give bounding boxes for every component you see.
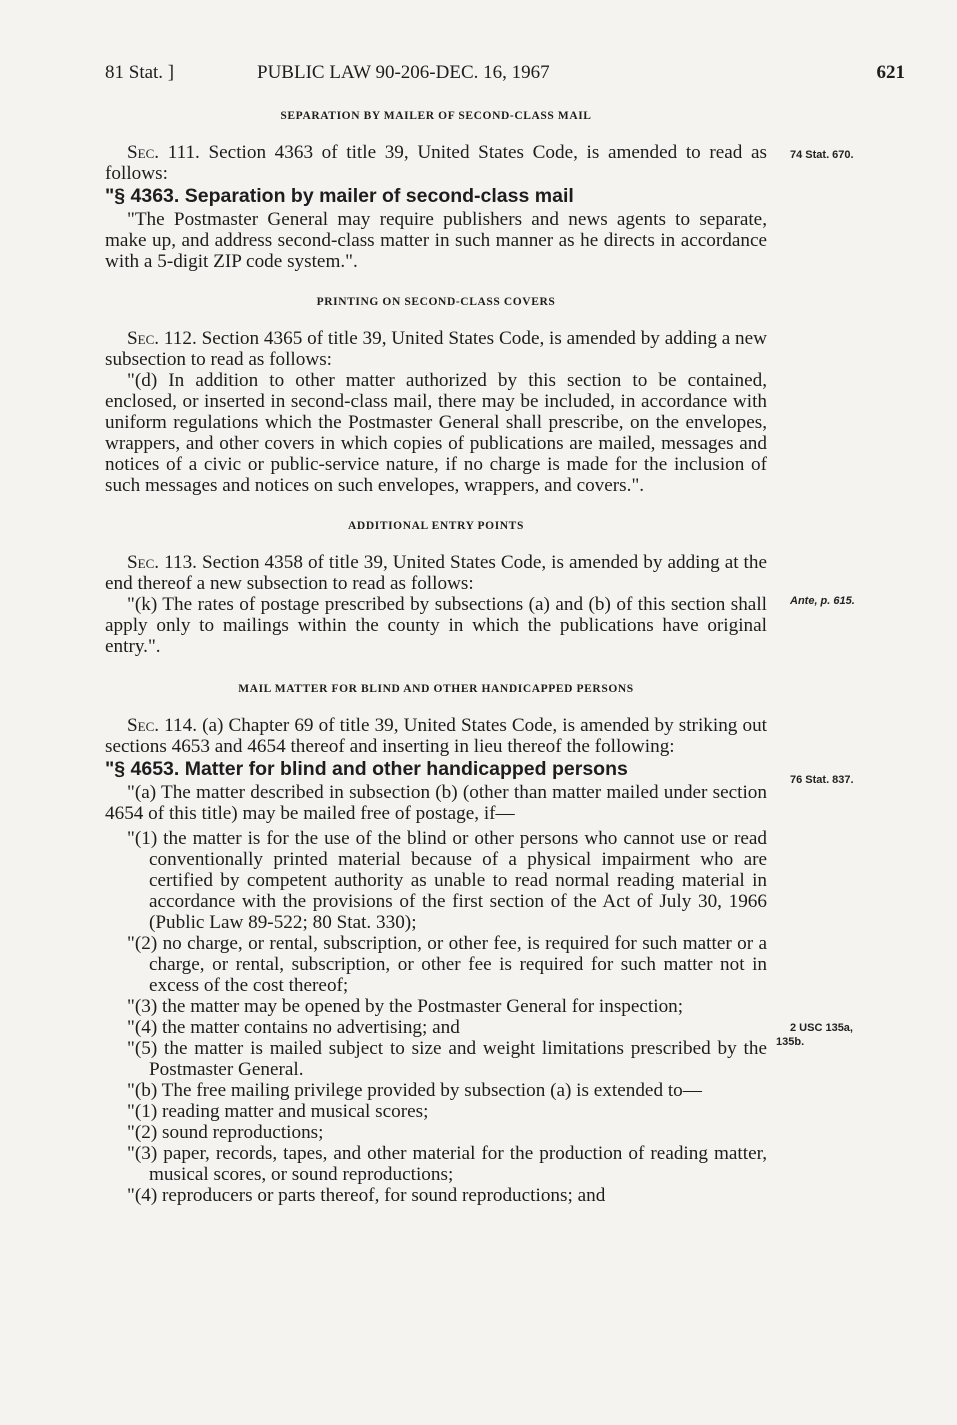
section-number: Sec. 114. — [127, 715, 198, 736]
section-text: Section 4365 of title 39, United States Code, is amended by adding a new subsection to read as follows: — [105, 328, 767, 370]
paragraph-4653-b: "(b) The free mailing privilege provided by subsection (a) is extended to— — [127, 1080, 702, 1101]
subsection-heading-4653: "§ 4653. Matter for blind and other handicapped persons — [105, 758, 628, 780]
subsection-heading-4363: "§ 4363. Separation by mailer of second-class mail — [105, 185, 574, 207]
paragraph-4653-a-3: "(3) the matter may be opened by the Postmaster General for inspection; — [127, 996, 684, 1017]
paragraph-4653-b-1: "(1) reading matter and musical scores; — [127, 1101, 429, 1122]
subsection-113-k: "(k) The rates of postage prescribed by subsections (a) and (b) of this section shall apply only to mailings within the county in which the publications have original entry.". — [105, 594, 767, 657]
paragraph-4363: "The Postmaster General may require publishers and news agents to separate, make up, and address second-class matter in such manner as he directs in accordance with a 5-digit ZIP code system.". — [105, 209, 767, 272]
paragraph-4653-b-3: "(3) paper, records, tapes, and other material for the production of reading matter, musical scores, or sound reproductions; — [127, 1143, 767, 1185]
paragraph-4653-a: "(a) The matter described in subsection (b) (other than matter mailed under section 4654 of this title) may be mailed free of postage, if— — [105, 782, 767, 824]
paragraph-4653-b-2: "(2) sound reproductions; — [127, 1122, 324, 1143]
page-number: 621 — [876, 62, 905, 83]
section-114-paragraph — [105, 715, 767, 757]
section-text: (a) Chapter 69 of title 39, United States Code, is amended by striking out sections 4653 and 4654 thereof and inserting in lieu thereof the following: — [105, 715, 767, 757]
section-number: Sec. 111. — [127, 142, 200, 163]
public-law-title: PUBLIC LAW 90-206-DEC. 16, 1967 — [257, 62, 550, 83]
section-number: Sec. 112. — [127, 328, 197, 349]
margin-note-74-stat: 74 Stat. 670. — [790, 149, 854, 161]
section-heading-114: MAIL MATTER FOR BLIND AND OTHER HANDICAPPED PERSONS — [238, 683, 634, 695]
section-112-paragraph — [105, 328, 767, 370]
paragraph-4653-a-2: "(2) no charge, or rental, subscription, or other fee, is required for such matter or a charge, or rental, subscription, or other fee is required for such matter not in excess of the cost thereof; — [127, 933, 767, 996]
margin-note-2-usc-line2: 135b. — [776, 1036, 805, 1048]
page-header — [105, 62, 905, 92]
section-111-paragraph — [105, 142, 767, 184]
section-heading-111: SEPARATION BY MAILER OF SECOND-CLASS MAIL — [280, 110, 592, 122]
paragraph-4653-a-5: "(5) the matter is mailed subject to size and weight limitations prescribed by the Postmaster General. — [127, 1038, 767, 1080]
section-heading-113: ADDITIONAL ENTRY POINTS — [348, 520, 524, 532]
margin-note-2-usc-line1: 2 USC 135a, — [790, 1022, 853, 1034]
subsection-112-d: "(d) In addition to other matter authorized by this section to be contained, enclosed, or inserted in second-class mail, there may be included, in accordance with uniform regulations which the Postmaster General shall prescribe, on the envelopes, wrappers, and other covers in which copies of publications are mailed, messages and notices of a civic or public-service nature, if no charge is made for the inclusion of such messages and notices on such envelopes, wrappers, and covers.". — [105, 370, 767, 496]
section-heading-112: PRINTING ON SECOND-CLASS COVERS — [316, 296, 556, 308]
section-text: Section 4358 of title 39, United States Code, is amended by adding at the end thereof a new subsection to read as follows: — [105, 552, 768, 594]
paragraph-4653-a-4: "(4) the matter contains no advertising; and — [127, 1017, 460, 1038]
document-body — [105, 106, 767, 1206]
section-text: Section 4363 of title 39, United States Code, is amended to read as follows: — [105, 142, 767, 184]
paragraph-4653-b-4: "(4) reproducers or parts thereof, for sound reproductions; and — [127, 1185, 606, 1206]
statute-reference: 81 Stat. ] — [105, 62, 175, 83]
section-113-paragraph — [105, 552, 767, 594]
margin-note-ante: Ante, p. 615. — [790, 595, 855, 607]
margin-note-76-stat: 76 Stat. 837. — [790, 774, 854, 786]
section-number: Sec. 113. — [127, 552, 197, 573]
margin-note-2-usc — [776, 1021, 853, 1049]
paragraph-4653-a-1: "(1) the matter is for the use of the blind or other persons who cannot use or read conventionally printed material because of a physical impairment who are certified by competent authority as unable to read normal reading material in accordance with the provisions of the first section of the Act of July 30, 1966 (Public Law 89-522; 80 Stat. 330); — [127, 828, 767, 933]
